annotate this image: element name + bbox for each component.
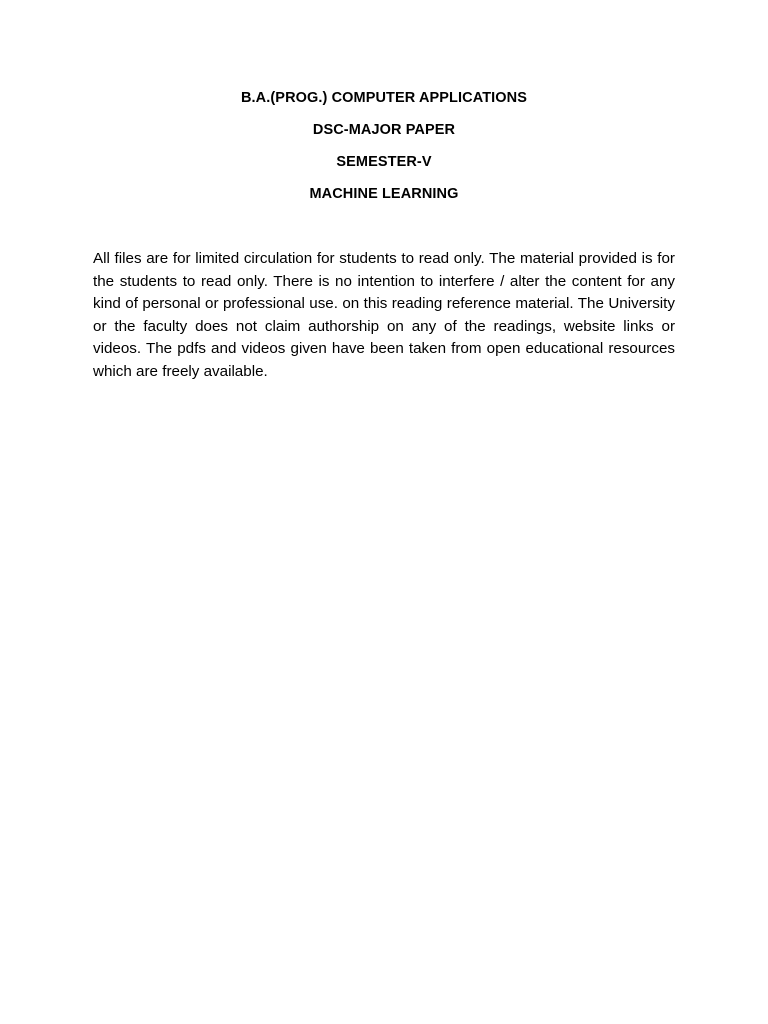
- semester-label: SEMESTER-V: [336, 154, 432, 170]
- course-title: MACHINE LEARNING: [309, 186, 459, 202]
- paper-type: DSC-MAJOR PAPER: [312, 122, 456, 138]
- program-title: B.A.(PROG.) COMPUTER APPLICATIONS: [240, 90, 528, 106]
- title-block: [0, 88, 768, 216]
- disclaimer-paragraph: All files are for limited circulation for students to read only. The material provided is for the students to read only. There is no intention to interfere / alter the content for any kind of personal or professional use. on this reading reference material. The University or the faculty does not claim authorship on any of the readings, website links or videos. The pdfs and videos given have been taken from open educational resources which are freely available.: [93, 250, 675, 380]
